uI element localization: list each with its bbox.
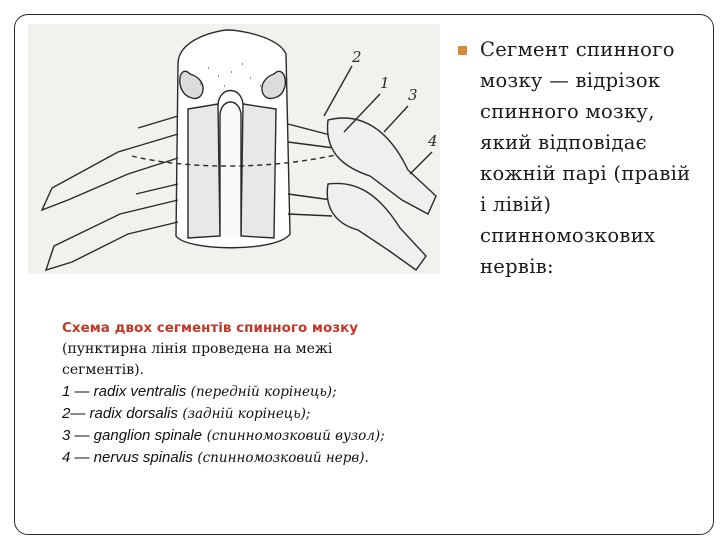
spinal-cord-drawing — [28, 24, 440, 274]
caption-item-uk: (спинномозковий нерв). — [197, 450, 369, 466]
caption-item — [62, 403, 402, 425]
caption-subtitle: (пунктирна лінія проведена на межі сегментів). — [62, 341, 333, 378]
caption-item-latin: 3 — ganglion spinale — [62, 427, 203, 444]
caption-item — [62, 447, 402, 469]
caption-item — [62, 381, 402, 403]
bullet-marker-icon — [458, 46, 467, 55]
spinal-cord-segments-figure — [28, 24, 440, 274]
caption-item-latin: 2— radix dorsalis — [62, 405, 178, 422]
label-1: 1 — [380, 74, 390, 92]
caption-item-latin: 4 — nervus spinalis — [62, 449, 193, 466]
caption-title: Схема двох сегментів спинного мозку — [62, 320, 359, 336]
caption-item-latin: 1 — radix ventralis — [62, 383, 187, 400]
caption-item-uk: (спинномозковий вузол); — [206, 428, 385, 444]
label-3: 3 — [408, 86, 418, 104]
bullet-text: Сегмент спинного мозку — відрізок спинного мозку, який відповідає кожній парі (правій і лівій) спинномозкових нервів: — [480, 38, 691, 278]
label-4: 4 — [428, 132, 438, 150]
label-2: 2 — [352, 48, 362, 66]
caption-item — [62, 425, 402, 447]
figure-caption — [62, 318, 402, 469]
caption-item-uk: (задній корінець); — [182, 406, 311, 422]
caption-item-uk: (передній корінець); — [190, 384, 337, 400]
